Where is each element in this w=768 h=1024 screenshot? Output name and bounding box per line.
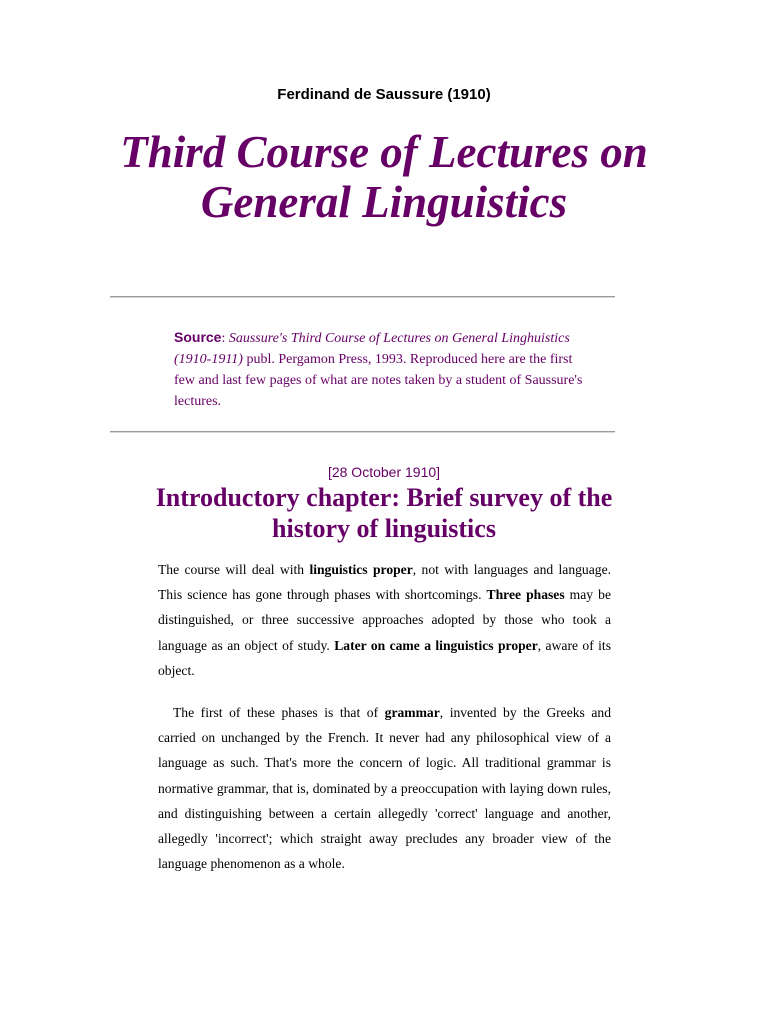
chapter-title: Introductory chapter: Brief survey of the history of linguistics — [155, 483, 613, 543]
horizontal-rule — [110, 296, 615, 298]
lecture-date: [28 October 1910] — [327, 464, 441, 480]
source-text: publ. Pergamon Press, 1993. Reproduced here are the first few and last few pages of what are notes taken by a student of Saussure's lectures. — [174, 352, 583, 409]
source-work-title: Saussure's Third Course of Lectures on General Linghuistics (1910-1911) — [174, 331, 570, 367]
horizontal-rule — [110, 431, 615, 433]
paragraph-text: The first of these phases is that of — [173, 705, 385, 720]
body-paragraph — [158, 557, 611, 683]
bold-term: Three phases — [486, 587, 565, 603]
bold-term: grammar — [384, 705, 440, 720]
paragraph-text: , aware of its object. — [158, 637, 611, 678]
bold-term: linguistics proper — [309, 562, 413, 577]
source-note — [174, 327, 594, 412]
bold-term: Later on came a linguistics proper — [334, 637, 538, 653]
paragraph-text: , invented by the Greeks and carried on unchanged by the French. It never had any philosophical view of a language as such. That's more the concern of logic. All traditional grammar is normative grammar, that is, dominated by a preoccupation with laying down rules, and distinguishing between a certain allegedly 'correct' language and another, allegedly 'incorrect'; which straight away precludes any broader view of the language phenomenon as a whole. — [158, 705, 611, 872]
document-title: Third Course of Lectures on General Linguistics — [120, 127, 648, 227]
paragraph-text: , not with languages and language. This science has gone through phases with shortcomings. — [158, 562, 611, 603]
body-paragraph — [158, 700, 611, 876]
source-colon: : — [221, 331, 226, 346]
paragraph-text: may be distinguished, or three successive approaches adopted by those who took a language as an object of study. — [158, 587, 611, 653]
source-label: Source — [174, 329, 222, 345]
author-line: Ferdinand de Saussure (1910) — [277, 86, 491, 103]
paragraph-text: The course will deal with — [158, 562, 310, 577]
